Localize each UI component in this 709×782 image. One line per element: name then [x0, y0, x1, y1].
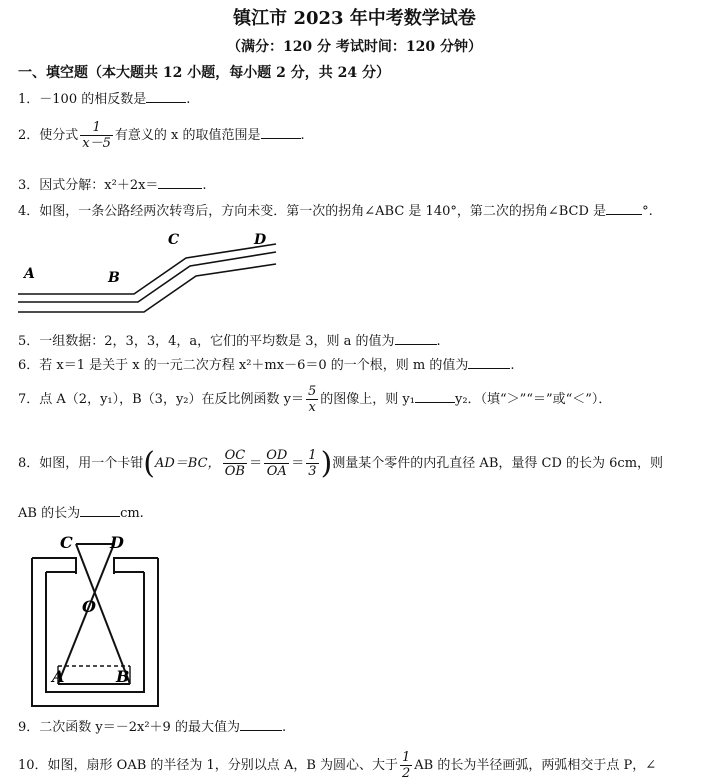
fraction-numerator: OC: [224, 448, 246, 463]
fraction-numerator: 1: [308, 448, 317, 463]
fraction-denominator: x－5: [82, 136, 111, 151]
fraction-denominator: 3: [308, 464, 317, 479]
fraction: [306, 384, 318, 415]
fraction-od-oa: [264, 448, 289, 479]
answer-blank: [80, 504, 120, 517]
question-8: 8．如图，用一个卡钳(AD＝BC， $\frac{OC}{OB}$ ＝ $\frac{OD}{OA}$ ＝ $\frac{1}{3}$ )测量某个零件的内孔直径 AB，量得 CD 的长为 6cm，则: [18, 446, 664, 481]
question-1-end: .: [186, 92, 191, 107]
fraction-numerator: 1: [402, 750, 411, 765]
fraction-numerator: OD: [266, 448, 288, 463]
fraction-denominator: OA: [266, 464, 287, 479]
question-6-end: .: [510, 358, 515, 373]
fraction-oc-ob: [223, 448, 248, 479]
label-b: B: [116, 667, 130, 686]
question-8-post: 测量某个零件的内孔直径 AB，量得 CD 的长为 6cm，则: [332, 456, 664, 471]
question-2-pre: 2．使分式: [18, 128, 79, 143]
label-a: A: [24, 266, 35, 282]
question-6-text: 6．若 x＝1 是关于 x 的一元二次方程 x²＋mx－6＝0 的一个根，则 m 的值为: [18, 358, 469, 373]
fraction-one-third: [306, 448, 318, 479]
answer-blank: [261, 126, 301, 139]
question-8-line-2-text: AB 的长为: [18, 506, 81, 521]
question-9-end: .: [281, 720, 287, 735]
answer-blank: [146, 90, 186, 103]
question-9-text: 9．二次函数 y＝－2x²＋9 的最大值为: [18, 720, 240, 735]
question-2-post: 有意义的 x 的取值范围是: [114, 128, 261, 143]
question-4: [18, 200, 653, 219]
question-8-line-2: [18, 502, 144, 521]
fraction-denominator: x: [308, 400, 316, 415]
question-7-mid: 的图像上，则 y₁: [320, 392, 415, 407]
label-d: D: [254, 232, 267, 248]
road-figure: [18, 228, 278, 316]
page-title: 镇江市 2023 年中考数学试卷: [233, 8, 476, 29]
fraction-one-half: [400, 750, 412, 781]
caliper-figure: [24, 530, 164, 710]
question-5: [18, 330, 441, 349]
question-7-pre: 7．点 A（2，y₁），B（3，y₂）在反比例函数 y＝: [18, 392, 304, 407]
answer-blank: [468, 356, 510, 369]
question-1-text: 1．－100 的相反数是: [18, 92, 147, 107]
question-2: [18, 120, 305, 151]
question-10-pre: 10．如图，扇形 OAB 的半径为 1，分别以点 A，B 为圆心、大于: [18, 758, 399, 773]
label-a: A: [52, 667, 65, 686]
fraction-denominator: OB: [224, 464, 245, 479]
fraction-numerator: 5: [307, 384, 317, 399]
fraction: [80, 120, 113, 151]
label-c: C: [168, 232, 180, 248]
question-6: [18, 354, 514, 373]
question-4-end: °.: [642, 204, 653, 219]
question-10: [18, 750, 656, 781]
answer-blank: [415, 390, 455, 403]
question-3-end: .: [202, 178, 207, 193]
question-3-text: 3．因式分解：x²＋2x＝: [18, 178, 159, 193]
question-10-post: AB 的长为半径画弧，两弧相交于点 P，∠: [414, 758, 657, 773]
equals-sign: ＝: [249, 456, 263, 471]
answer-blank: [240, 718, 282, 731]
fraction-denominator: 2: [402, 766, 411, 781]
question-3: [18, 174, 207, 193]
question-8-line-2-end: cm.: [120, 506, 144, 521]
answer-blank: [606, 202, 642, 215]
label-b: B: [108, 270, 120, 286]
exam-info: （满分：120 分 考试时间：120 分钟）: [226, 39, 483, 55]
equals-sign: ＝: [291, 456, 305, 471]
section-heading: 一、填空题（本大题共 12 小题，每小题 2 分，共 24 分）: [18, 65, 390, 81]
question-7-end: y₂．（填“＞”“＝”或“＜”）．: [454, 392, 612, 407]
label-c: C: [60, 533, 73, 552]
question-2-end: .: [300, 128, 305, 143]
question-5-text: 5．一组数据：2，3，3，4，a，它们的平均数是 3，则 a 的值为: [18, 334, 395, 349]
question-4-text: 4．如图，一条公路经两次转弯后，方向未变．第一次的拐角∠ABC 是 140°，第二次的拐角∠BCD 是: [18, 204, 607, 219]
question-1: [18, 88, 190, 107]
fraction-numerator: 1: [80, 120, 113, 136]
question-5-end: .: [436, 334, 441, 349]
question-9: [18, 716, 286, 735]
question-7: [18, 384, 611, 415]
answer-blank: [395, 332, 437, 345]
label-d: D: [110, 533, 124, 552]
condition-equation: AD＝BC，: [155, 456, 221, 471]
label-o: O: [82, 597, 96, 616]
answer-blank: [158, 176, 202, 189]
question-8-pre: 8．如图，用一个卡钳: [18, 456, 144, 471]
